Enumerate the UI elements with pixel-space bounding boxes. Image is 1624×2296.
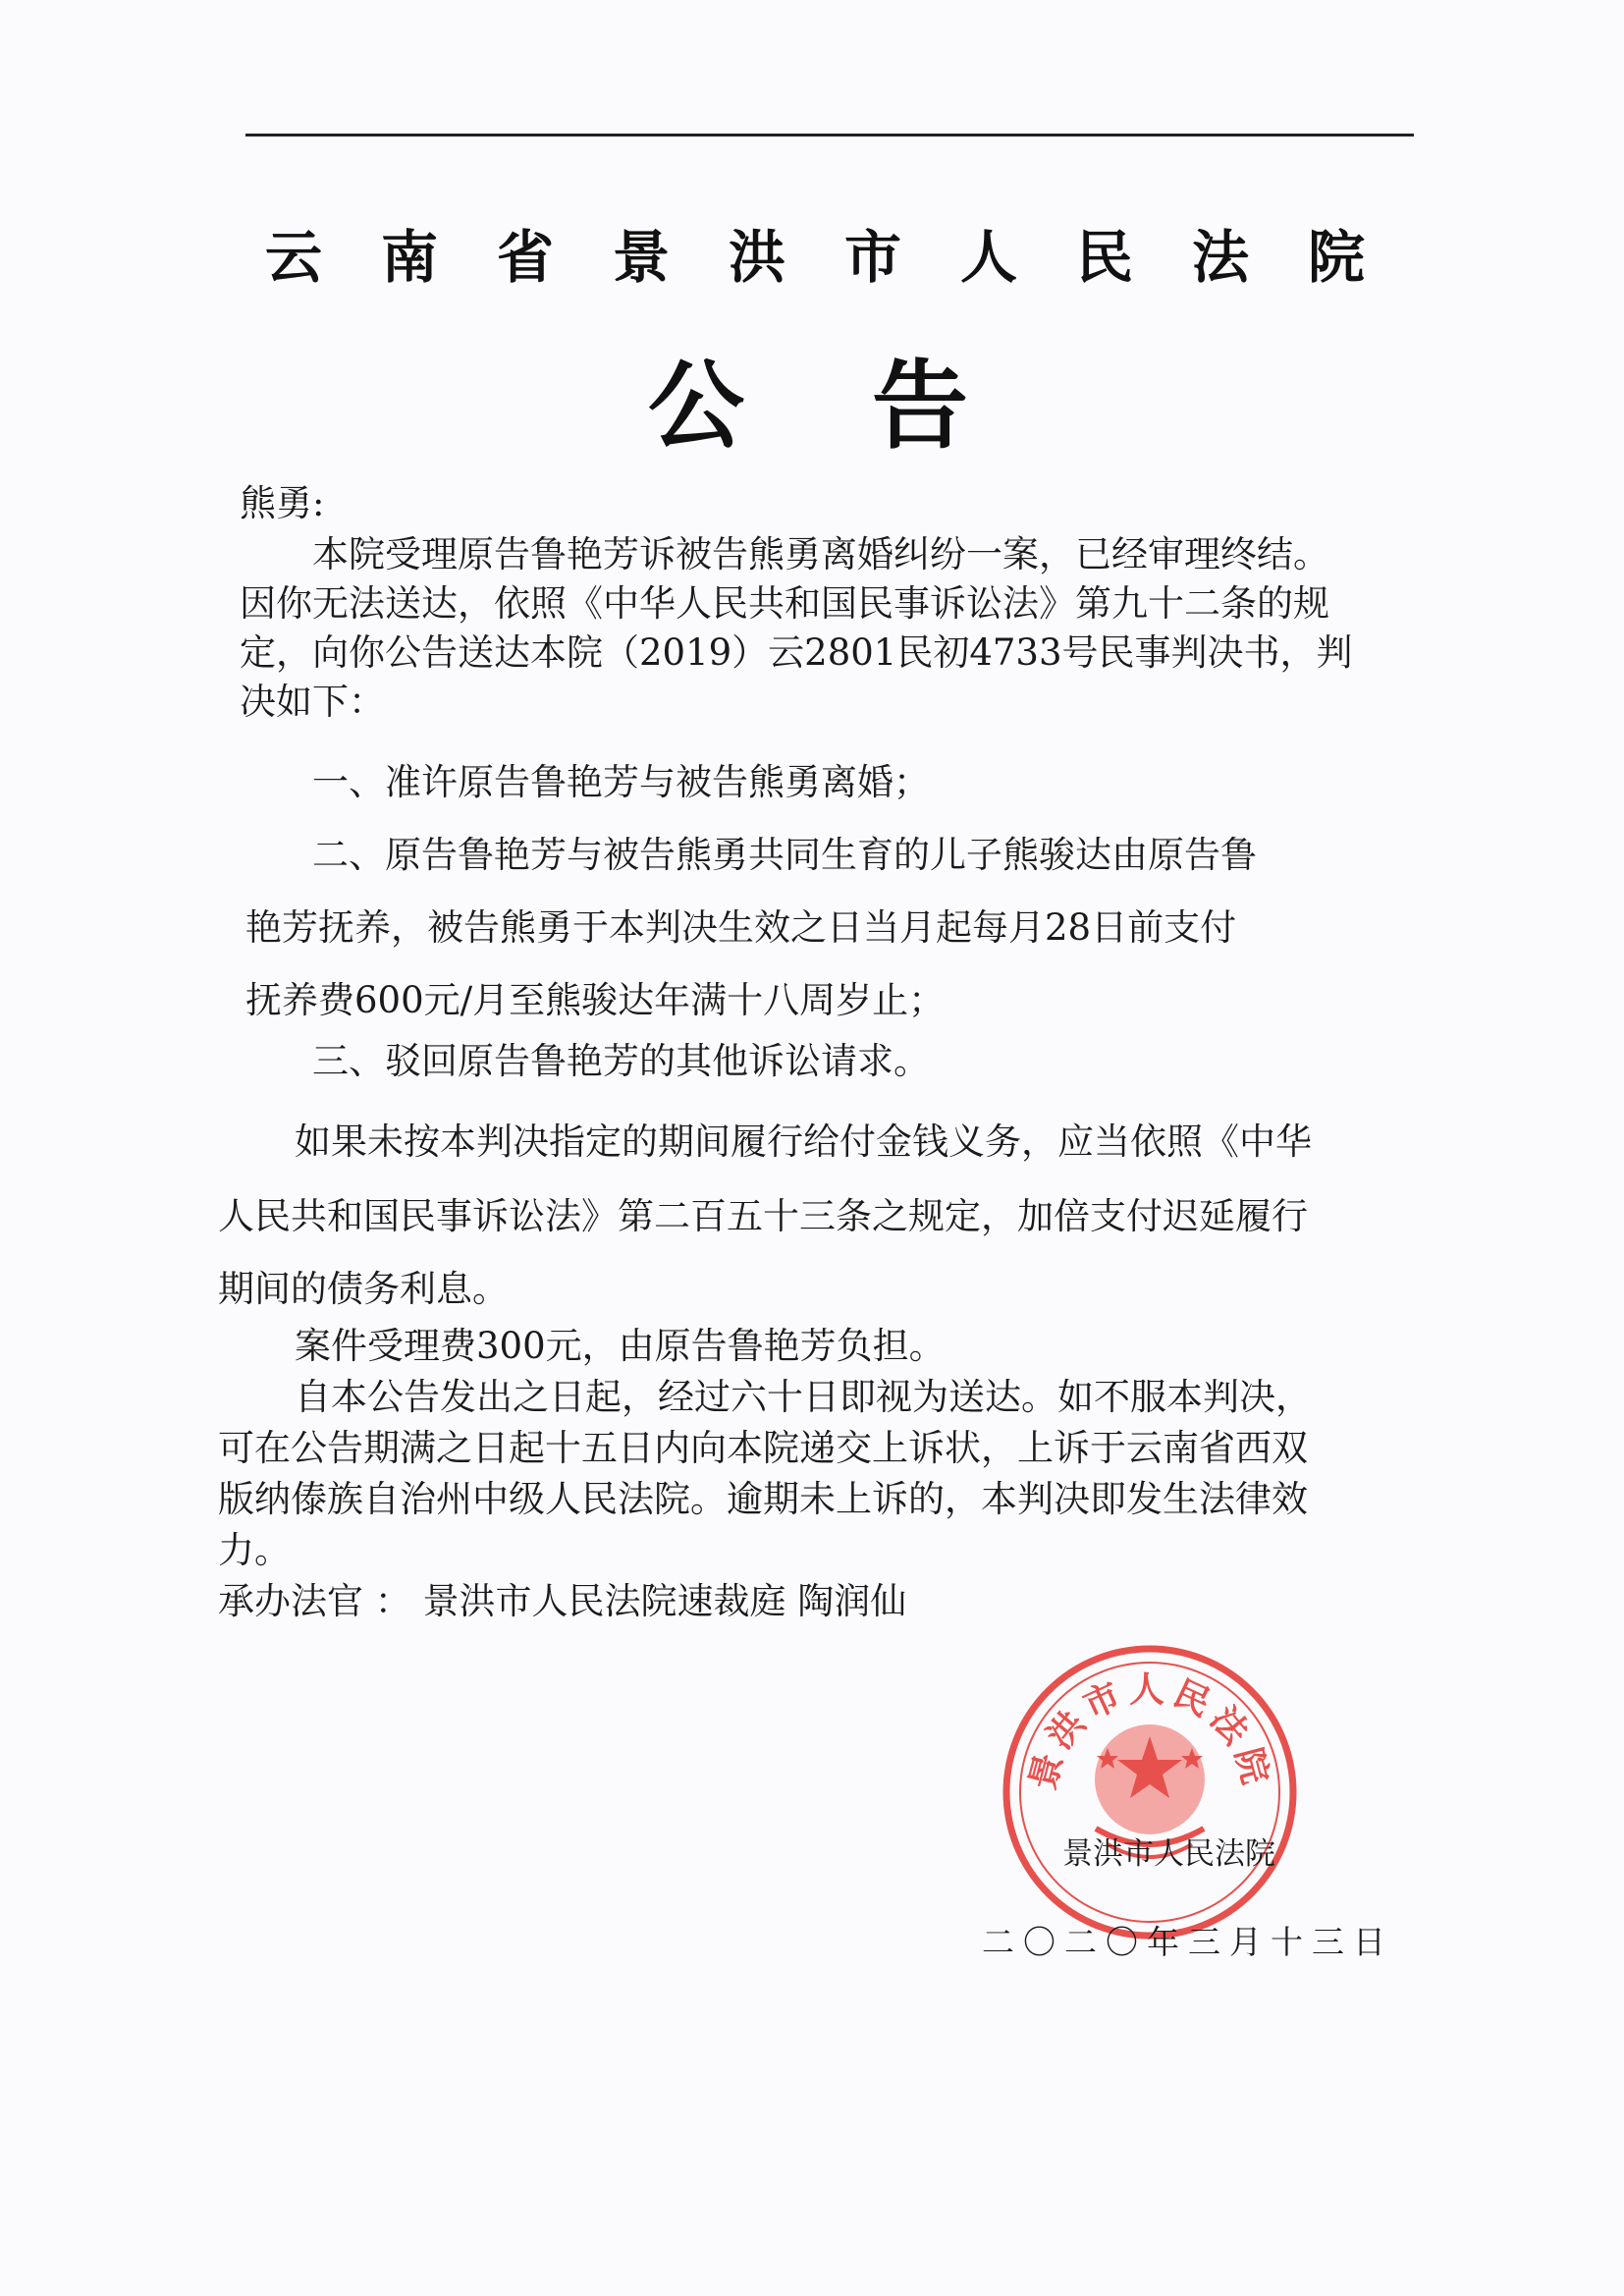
- paragraph-line: 期间的债务利息。: [218, 1268, 509, 1310]
- paragraph-line: 人民共和国民事诉讼法》第二百五十三条之规定，加倍支付迟延履行: [218, 1195, 1308, 1237]
- judgment-item-2-line: 抚养费600元/月至熊骏达年满十八周岁止；: [245, 979, 946, 1021]
- judgment-item-2-line: 二、原告鲁艳芳与被告熊勇共同生育的儿子熊骏达由原告鲁: [312, 834, 1257, 876]
- document-title: 公告: [648, 351, 1097, 463]
- paragraph-line: 可在公告期满之日起十五日内向本院递交上诉状，上诉于云南省西双: [218, 1427, 1308, 1469]
- fee-paragraph: 案件受理费300元，由原告鲁艳芳负担。: [295, 1325, 946, 1367]
- header-rule: [245, 134, 1414, 137]
- paragraph-line: 决如下：: [240, 681, 385, 723]
- signature-date: 二〇二〇年三月十三日: [982, 1923, 1394, 1961]
- court-name: 云南省景洪市人民法院: [265, 224, 1425, 291]
- addressee: 熊勇:: [240, 482, 325, 524]
- judge-line: 承办法官 ： 景洪市人民法院速裁庭 陶润仙: [218, 1580, 907, 1622]
- paragraph-line: 自本公告发出之日起，经过六十日即视为送达。如不服本判决，: [295, 1376, 1312, 1418]
- paragraph-line: 因你无法送达，依照《中华人民共和国民事诉讼法》第九十二条的规: [240, 582, 1329, 625]
- official-seal-icon: [1000, 1642, 1300, 1942]
- paragraph-line: 本院受理原告鲁艳芳诉被告熊勇离婚纠纷一案，已经审理终结。: [312, 533, 1329, 575]
- judgment-item-3: 三、驳回原告鲁艳芳的其他诉讼请求。: [312, 1040, 930, 1082]
- paragraph-line: 如果未按本判决指定的期间履行给付金钱义务，应当依照《中华: [295, 1121, 1312, 1163]
- signature-court: 景洪市人民法院: [1062, 1836, 1275, 1872]
- judgment-item-1: 一、准许原告鲁艳芳与被告熊勇离婚；: [312, 761, 930, 803]
- paragraph-line: 版纳傣族自治州中级人民法院。逾期未上诉的，本判决即发生法律效: [218, 1478, 1308, 1520]
- paragraph-line: 定，向你公告送达本院（2019）云2801民初4733号民事判决书，判: [240, 631, 1353, 674]
- paragraph-line: 力。: [218, 1529, 291, 1571]
- judgment-item-2-line: 艳芳抚养，被告熊勇于本判决生效之日当月起每月28日前支付: [245, 906, 1237, 949]
- seal-text: 景洪市人民法院: [1021, 1668, 1278, 1794]
